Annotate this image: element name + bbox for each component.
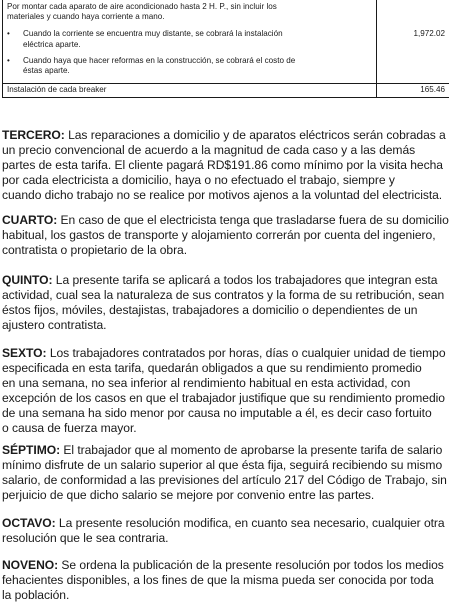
table-cell-description	[3, 84, 377, 97]
paragraph-line: por cada electricista a domicilio, haya o no efectuado el trabajo, siempre y	[2, 173, 395, 187]
bullet-text-line: eléctrica aparte.	[23, 39, 81, 49]
paragraph-text: El trabajador que al momento de aprobarse la presente tarifa de salario	[60, 443, 443, 457]
paragraph-text: La presente resolución modifica, en cuanto sea necesario, cualquier otra	[55, 516, 445, 530]
bullet-text-line: Cuando la corriente se encuentra muy distante, se cobrará la instalación	[23, 29, 283, 39]
paragraph-line: en una semana, no sea inferior al rendimiento habitual en esta actividad, con	[2, 376, 411, 390]
paragraph-sexto	[2, 346, 449, 436]
paragraph-line	[2, 128, 449, 143]
paragraph-line: salario, de conformidad a las previsiones del artículo 217 del Código de Trabajo, sin	[2, 473, 447, 487]
clause-keyword: CUARTO:	[2, 213, 58, 227]
bullet-text-line: éstas aparte.	[23, 66, 70, 76]
price-value: 1,972.02	[413, 29, 445, 38]
table-cell-value	[377, 0, 449, 83]
clause-keyword: OCTAVO:	[2, 516, 56, 530]
clause-keyword: QUINTO:	[2, 273, 53, 287]
table-row	[3, 0, 449, 83]
paragraph-line: actividad, cual sea la naturaleza de sus contratos y la forma de su retribución, sean	[2, 288, 445, 302]
bullet-marker: •	[7, 29, 10, 39]
paragraph-line	[2, 443, 449, 458]
bullet-marker: •	[7, 55, 10, 65]
clause-keyword: NOVENO:	[2, 558, 59, 572]
paragraph-line: excepción de los casos en que el trabajador justifique que su rendimiento promedio	[2, 391, 445, 405]
paragraph-line: o causa de fuerza mayor.	[2, 421, 137, 435]
paragraph-text: Se ordena la publicación de la presente resolución por todos los medios	[58, 558, 444, 572]
paragraph-tercero	[2, 128, 449, 203]
paragraph-line: un precio convencional de acuerdo a la magnitud de cada caso y a las demás	[2, 143, 416, 157]
table-row	[3, 83, 449, 97]
clause-keyword: SEXTO:	[2, 346, 47, 360]
paragraph-line: mínimo disfrute de un salario superior al que ésta fija, seguirá recibiendo su mismo	[2, 458, 443, 472]
paragraph-line: especificada en esta tarifa, quedarán obligados a que su rendimiento promedio	[2, 361, 422, 375]
table-cell-description	[3, 0, 377, 83]
table-text-line: Por montar cada aparato de aire acondicionado hasta 2 H. P., sin incluir los	[7, 2, 277, 11]
paragraph-line: resolución que le sea contraria.	[2, 531, 169, 545]
paragraph-octavo	[2, 516, 449, 546]
paragraph-quinto	[2, 273, 449, 333]
clause-keyword: SÉPTIMO:	[2, 443, 61, 457]
table-bullet-item	[7, 56, 372, 76]
paragraph-line: éstos fijos, móviles, destajistas, trabajadores a domicilio o dependientes de un	[2, 303, 418, 317]
rate-table	[2, 0, 449, 98]
bullet-text	[23, 29, 372, 49]
clause-keyword: TERCERO:	[2, 128, 65, 142]
paragraph-line: fehacientes disponibles, a los fines de que la misma pueda ser conocida por toda	[2, 573, 434, 587]
paragraph-cuarto	[2, 213, 449, 258]
table-cell-value	[377, 84, 449, 97]
paragraph-text: La presente tarifa se aplicará a todos los trabajadores que integran esta	[52, 273, 438, 287]
table-text-line: materiales y cuando haya corriente a mano.	[7, 12, 165, 22]
paragraph-line: la población.	[2, 588, 70, 602]
paragraph-line	[2, 558, 449, 573]
paragraph-line: perjuicio de que dicho salario se mejore por convenio entre las partes.	[2, 488, 375, 502]
bullet-text-line: Cuando haya que hacer reformas en la construcción, se cobrará el costo de	[23, 55, 296, 65]
paragraph-line: cuando dicho trabajo no se realice por motivos ajenos a la voluntad del electricista.	[2, 188, 443, 202]
paragraph-line: contratista o propietario de la obra.	[2, 243, 188, 257]
paragraph-text: En caso de que el electricista tenga que trasladarse fuera de su domicilio	[57, 213, 449, 227]
paragraph-line: partes de esta tarifa. El cliente pagará RD$191.86 como mínimo por la visita hecha	[2, 158, 443, 172]
paragraph-line	[2, 516, 449, 531]
paragraph-line	[2, 346, 449, 361]
paragraph-text: Las reparaciones a domicilio y de aparatos eléctricos serán cobradas a	[64, 128, 446, 142]
table-bullet-item	[7, 29, 372, 49]
paragraph-noveno	[2, 558, 449, 603]
paragraph-line	[2, 213, 449, 228]
table-text-line: Instalación de cada breaker	[7, 85, 107, 94]
paragraph-line: de una semana ha sido menor por causa no imputable a él, es decir caso fortuito	[2, 406, 432, 420]
paragraph-line	[2, 273, 449, 288]
paragraph-line: habitual, los gastos de transporte y alojamiento correrán por cuenta del ingeniero,	[2, 228, 436, 242]
paragraph-line: ajustero contratista.	[2, 318, 107, 332]
bullet-text	[23, 56, 372, 76]
price-value: 165.46	[420, 85, 445, 94]
paragraph-text: Los trabajadores contratados por horas, días o cualquier unidad de tiempo	[46, 346, 446, 360]
paragraph-septimo	[2, 443, 449, 503]
